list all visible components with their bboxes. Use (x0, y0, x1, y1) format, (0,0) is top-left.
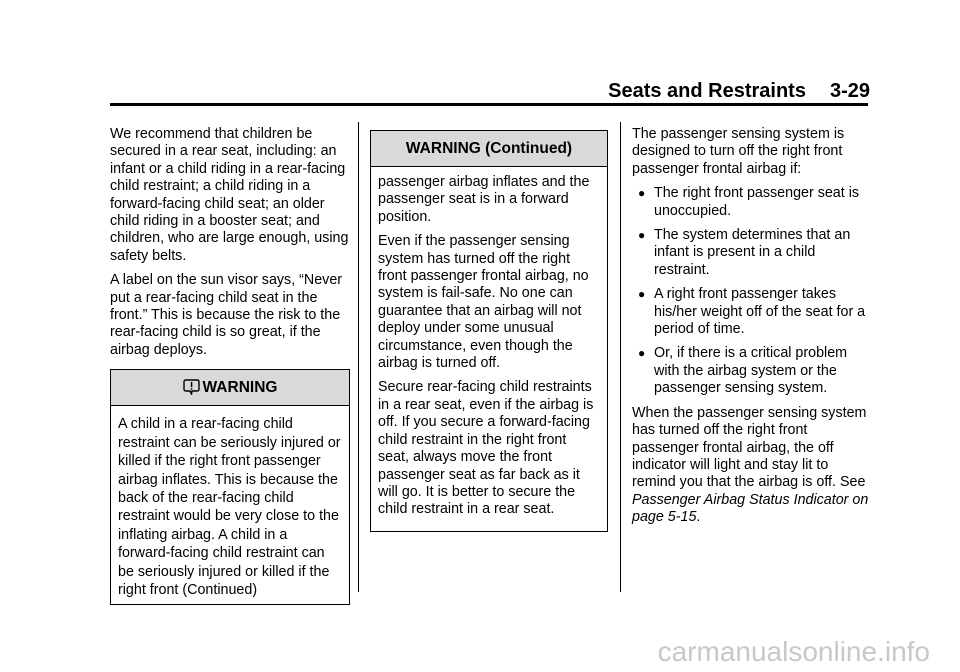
list-item: ● The right front passenger seat is unoccupied. (638, 185, 860, 219)
cross-reference-link[interactable]: Passenger Airbag Status Indicator on page 5-15 (632, 491, 869, 526)
list-item: ● The system determines that an infant is present in a child restraint. (638, 227, 851, 278)
list-item: ● A right front passenger takes his/her weight off of the seat for a period of time. (638, 286, 866, 338)
warning-line: restraint can be seriously (118, 434, 277, 451)
warning-line: passenger airbag inflates. (118, 453, 321, 488)
warning-title: WARNING (202, 379, 278, 397)
bullet-icon: ● (638, 186, 646, 201)
header-rule (110, 103, 868, 106)
warning-line: injured or killed if the right front (118, 434, 341, 470)
warning-line: This is because the back of the (118, 471, 338, 506)
warning-continued-header: WARNING (Continued) (371, 131, 607, 167)
paragraph-sun-visor: A label on the sun visor says, “Never put a rear-facing child seat in the front.” This is because the risk to the rear-facing child is so great, if the airbag deploys. (110, 272, 343, 358)
warning-icon (183, 379, 200, 395)
bullet-icon: ● (638, 346, 646, 361)
paragraph-off-indicator: When the passenger sensing system has turned off the right front passenger frontal airbag, the off indicator will light and stay lit to remind you that the airbag is off. See Passenger Airbag Status Indicator on page 5-15. (632, 404, 869, 526)
warning-line: A child in a rear-facing child (118, 416, 293, 433)
paragraph-recommend: We recommend that children be secured in a rear seat, including: an infant or a child riding in a rear-facing child restraint; a child riding in a forward-facing child seat; an older child riding in a booster seat; and children, who are large enough, using safety belts. (110, 126, 349, 264)
warning-box (110, 369, 350, 605)
warning-line: be very close to the inflating (118, 508, 339, 543)
warning-continued-box (370, 130, 608, 532)
paragraph-sensing-intro: The passenger sensing system is designed to turn off the right front passenger frontal airbag if: (632, 126, 845, 177)
paragraph-fail-safe: Even if the passenger sensing system has turned off the right front passenger frontal airbag, no system is fail-safe. No one can guarantee that an airbag will not deploy under some unusual circumstance, even though the airbag is turned off. (378, 233, 589, 372)
column-2 (370, 130, 608, 532)
page-number: 3-29 (829, 80, 870, 102)
warning-line: injured or killed if the right front (118, 563, 330, 598)
bullet-icon: ● (638, 287, 646, 302)
warning-line: rear-facing child restraint would (118, 489, 294, 525)
warning-line: airbag. A child in a forward-facing (118, 526, 288, 562)
warning-body (111, 406, 349, 604)
warning-line: child restraint can be seriously (118, 545, 325, 580)
warning-header (111, 370, 349, 406)
paragraph-secure-rear: Secure rear-facing child restraints in a rear seat, even if the airbag is off. If you secure a forward-facing child restraint in the right front seat, always move the front passenger seat as far back as it will go. It is better to secure the child restraint in a rear seat. (378, 379, 594, 518)
continued-label: (Continued) (182, 581, 258, 598)
list-item: ● Or, if there is a critical problem with the airbag system or the passenger sensing system. (638, 345, 848, 397)
warning-continued-body (371, 167, 607, 531)
column-3 (632, 126, 870, 534)
section-title: Seats and Restraints (608, 80, 806, 102)
page-header (608, 80, 870, 103)
column-1 (110, 126, 350, 605)
conditions-list (632, 185, 870, 397)
column-divider-1 (358, 122, 359, 592)
watermark: carmanualsonline.info (657, 636, 930, 667)
column-divider-2 (620, 122, 621, 592)
paragraph-airbag-inflates: passenger airbag inflates and the passenger seat is in a forward position. (378, 174, 590, 225)
bullet-icon: ● (638, 228, 646, 243)
